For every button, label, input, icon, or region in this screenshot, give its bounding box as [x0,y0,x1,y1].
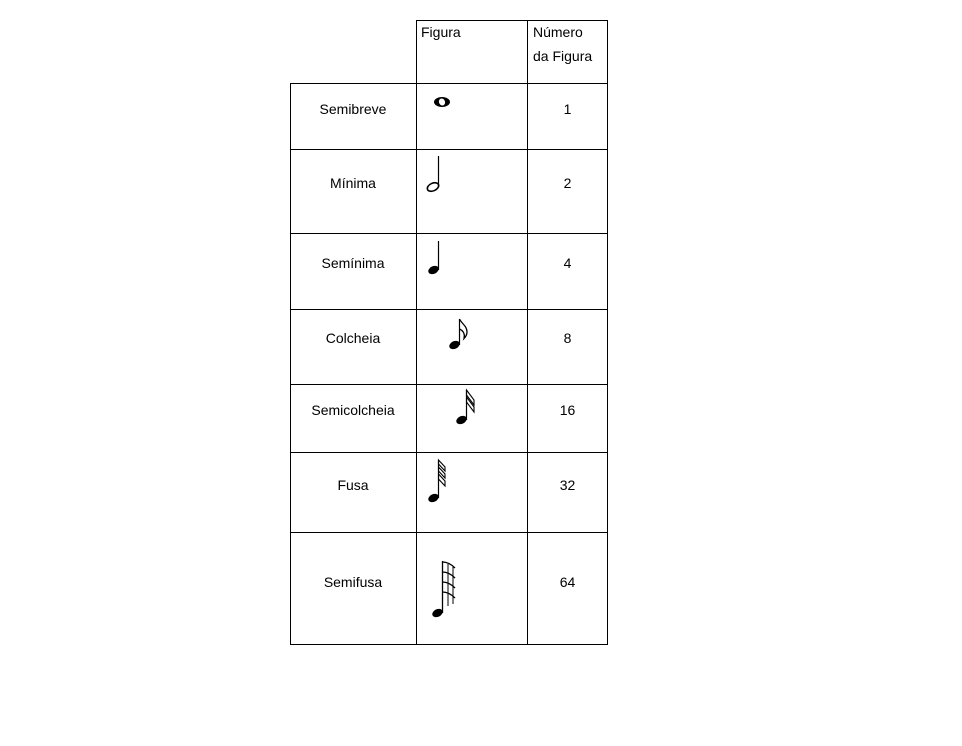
note-values-table [290,20,608,645]
table-border [290,83,291,645]
table-border [290,233,608,234]
table-border [290,644,608,645]
table-border [607,20,608,645]
header-number-line1: Número [533,24,583,40]
table-border [290,452,608,453]
note-name: Colcheia [325,330,381,346]
header-figure: Figura [421,24,461,40]
quarter-note-icon [425,240,455,278]
note-name: Semifusa [323,574,383,590]
whole-note-icon [431,94,455,110]
table-border [290,384,608,385]
note-number: 4 [563,255,572,271]
note-name: Semicolcheia [311,402,395,418]
header-number-line2: da Figura [533,48,593,64]
sixteenth-note-icon [454,388,484,428]
table-border [290,149,608,150]
note-name: Semínima [321,255,385,271]
table-border [416,20,608,21]
eighth-note-icon [448,317,478,353]
note-name: Fusa [337,477,369,493]
table-border [416,20,417,645]
note-name: Mínima [330,175,376,191]
note-number: 1 [563,101,572,117]
thirty-second-note-icon [425,458,455,506]
note-number: 2 [563,175,572,191]
note-number: 32 [559,477,576,493]
table-border [290,83,608,84]
table-border [527,20,528,645]
note-name: Semibreve [319,101,387,117]
note-number: 16 [559,402,576,418]
sixty-fourth-note-icon [430,558,464,622]
note-number: 64 [559,574,576,590]
note-number: 8 [563,330,572,346]
half-note-icon [425,154,455,194]
table-border [290,532,608,533]
table-border [290,309,608,310]
